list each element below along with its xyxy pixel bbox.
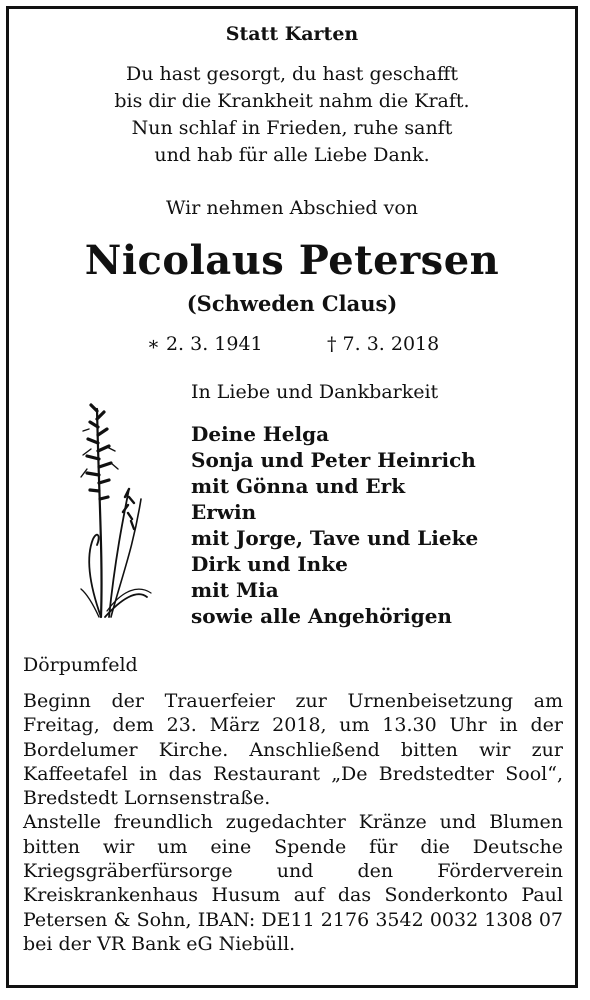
poem-line: bis dir die Krankheit nahm die Kraft. bbox=[114, 90, 470, 112]
funeral-message bbox=[23, 689, 563, 956]
header-label: Statt Karten bbox=[225, 23, 359, 45]
deceased-nickname: (Schweden Claus) bbox=[186, 291, 398, 316]
poem-line: Du hast gesorgt, du hast geschafft bbox=[126, 63, 458, 85]
mourner-line: Dirk und Inke bbox=[191, 552, 348, 576]
mourner-line: sowie alle Angehörigen bbox=[191, 604, 452, 628]
deceased-name: Nicolaus Petersen bbox=[84, 237, 500, 284]
grass-illustration bbox=[71, 389, 155, 621]
mourners-list bbox=[191, 421, 478, 629]
mourner-line: Erwin bbox=[191, 500, 257, 524]
ceremony-paragraph: Beginn der Trauerfeier zur Urnenbeisetzung am Freitag, dem 23. März 2018, um 13.30 Uhr in der Bordelumer Kirche. Anschließend bitten wir zur Kaffeetafel in das Restaurant „De Bredstedter Sool“, Bredstedt Lornsenstraße. bbox=[23, 690, 563, 810]
donation-paragraph: Anstelle freundlich zugedachter Kränze und Blumen bitten wir um eine Spende für die Deutsche Kriegsgräberfürsorge und den Förderverein Kreiskrankenhaus Husum auf das Sonderkonto Paul Petersen & Sohn, IBAN: DE11 2176 3542 0032 1308 07 bei der VR Bank eG Niebüll. bbox=[23, 811, 563, 955]
mourner-line: mit Mia bbox=[191, 578, 279, 602]
birth-date: ∗ 2. 3. 1941 bbox=[147, 333, 263, 355]
mourner-line: mit Gönna und Erk bbox=[191, 474, 406, 498]
obituary-notice bbox=[6, 6, 578, 988]
poem bbox=[9, 61, 575, 169]
death-date: † 7. 3. 2018 bbox=[327, 333, 440, 355]
poem-line: und hab für alle Liebe Dank. bbox=[154, 144, 430, 166]
poem-line: Nun schlaf in Frieden, ruhe sanft bbox=[131, 117, 453, 139]
mourner-line: mit Jorge, Tave und Lieke bbox=[191, 526, 479, 550]
gratitude-text: In Liebe und Dankbarkeit bbox=[191, 381, 439, 403]
mourner-line: Sonja und Peter Heinrich bbox=[191, 448, 476, 472]
farewell-text: Wir nehmen Abschied von bbox=[165, 197, 419, 219]
place-name: Dörpumfeld bbox=[23, 654, 138, 676]
mourner-line: Deine Helga bbox=[191, 422, 330, 446]
